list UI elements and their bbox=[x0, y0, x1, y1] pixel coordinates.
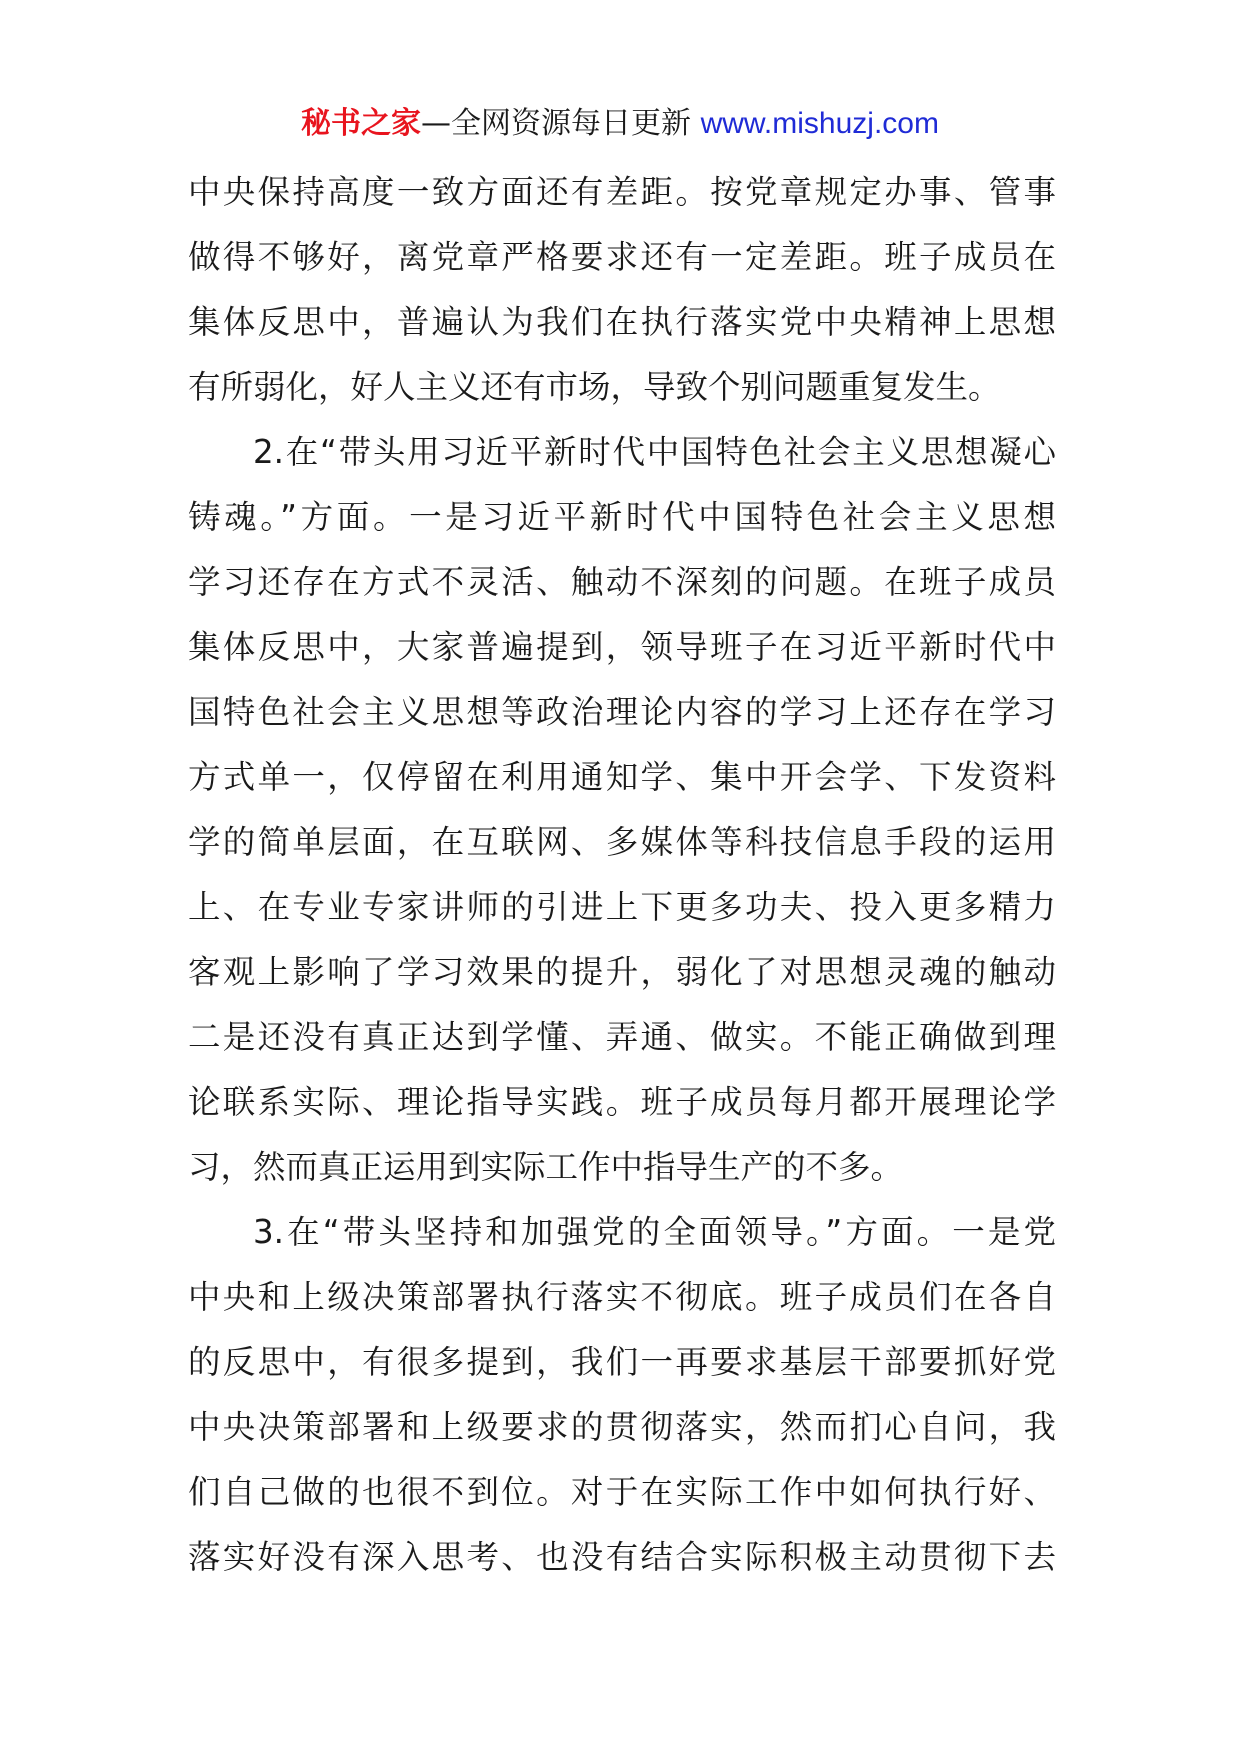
document-body bbox=[188, 160, 1056, 1590]
text-line: 集体反思中，普遍认为我们在执行落实党中央精神上思想 bbox=[188, 303, 1056, 341]
text-line: 学的简单层面，在互联网、多媒体等科技信息手段的运用 bbox=[188, 823, 1056, 861]
text-line: 落实好没有深入思考、也没有结合实际积极主动贯彻下去 bbox=[188, 1538, 1056, 1576]
text-line: 3.在“带头坚持和加强党的全面领导。”方面。一是党 bbox=[253, 1213, 1056, 1251]
text-line: 学习还存在方式不灵活、触动不深刻的问题。在班子成员 bbox=[188, 563, 1056, 601]
text-line: 论联系实际、理论指导实践。班子成员每月都开展理论学 bbox=[188, 1083, 1056, 1121]
text-line: 们自己做的也很不到位。对于在实际工作中如何执行好、 bbox=[188, 1473, 1056, 1511]
text-line: 习，然而真正运用到实际工作中指导生产的不多。 bbox=[188, 1148, 904, 1186]
site-url-link[interactable]: www.mishuzj.com bbox=[700, 107, 939, 140]
text-line: 客观上影响了学习效果的提升，弱化了对思想灵魂的触动 bbox=[188, 953, 1056, 991]
text-line: 中央和上级决策部署执行落实不彻底。班子成员们在各自 bbox=[188, 1278, 1056, 1316]
text-line: 上、在专业专家讲师的引进上下更多功夫、投入更多精力 bbox=[188, 888, 1056, 926]
text-line: 二是还没有真正达到学懂、弄通、做实。不能正确做到理 bbox=[188, 1018, 1056, 1056]
text-line: 集体反思中，大家普遍提到，领导班子在习近平新时代中 bbox=[188, 628, 1056, 666]
header-tagline: —全网资源每日更新 bbox=[421, 106, 701, 141]
text-line: 铸魂。”方面。一是习近平新时代中国特色社会主义思想 bbox=[188, 498, 1056, 536]
text-line: 方式单一，仅停留在利用通知学、集中开会学、下发资料 bbox=[188, 758, 1056, 796]
text-line: 做得不够好，离党章严格要求还有一定差距。班子成员在 bbox=[188, 238, 1056, 276]
text-line: 2.在“带头用习近平新时代中国特色社会主义思想凝心 bbox=[253, 433, 1056, 471]
text-line: 有所弱化，好人主义还有市场，导致个别问题重复发生。 bbox=[188, 368, 1001, 406]
site-header bbox=[0, 100, 1240, 148]
text-line: 国特色社会主义思想等政治理论内容的学习上还存在学习 bbox=[188, 693, 1056, 731]
text-line: 中央保持高度一致方面还有差距。按党章规定办事、管事 bbox=[188, 173, 1056, 211]
brand-name: 秘书之家 bbox=[301, 106, 422, 141]
text-line: 的反思中，有很多提到，我们一再要求基层干部要抓好党 bbox=[188, 1343, 1056, 1381]
text-line: 中央决策部署和上级要求的贯彻落实，然而扪心自问，我 bbox=[188, 1408, 1056, 1446]
